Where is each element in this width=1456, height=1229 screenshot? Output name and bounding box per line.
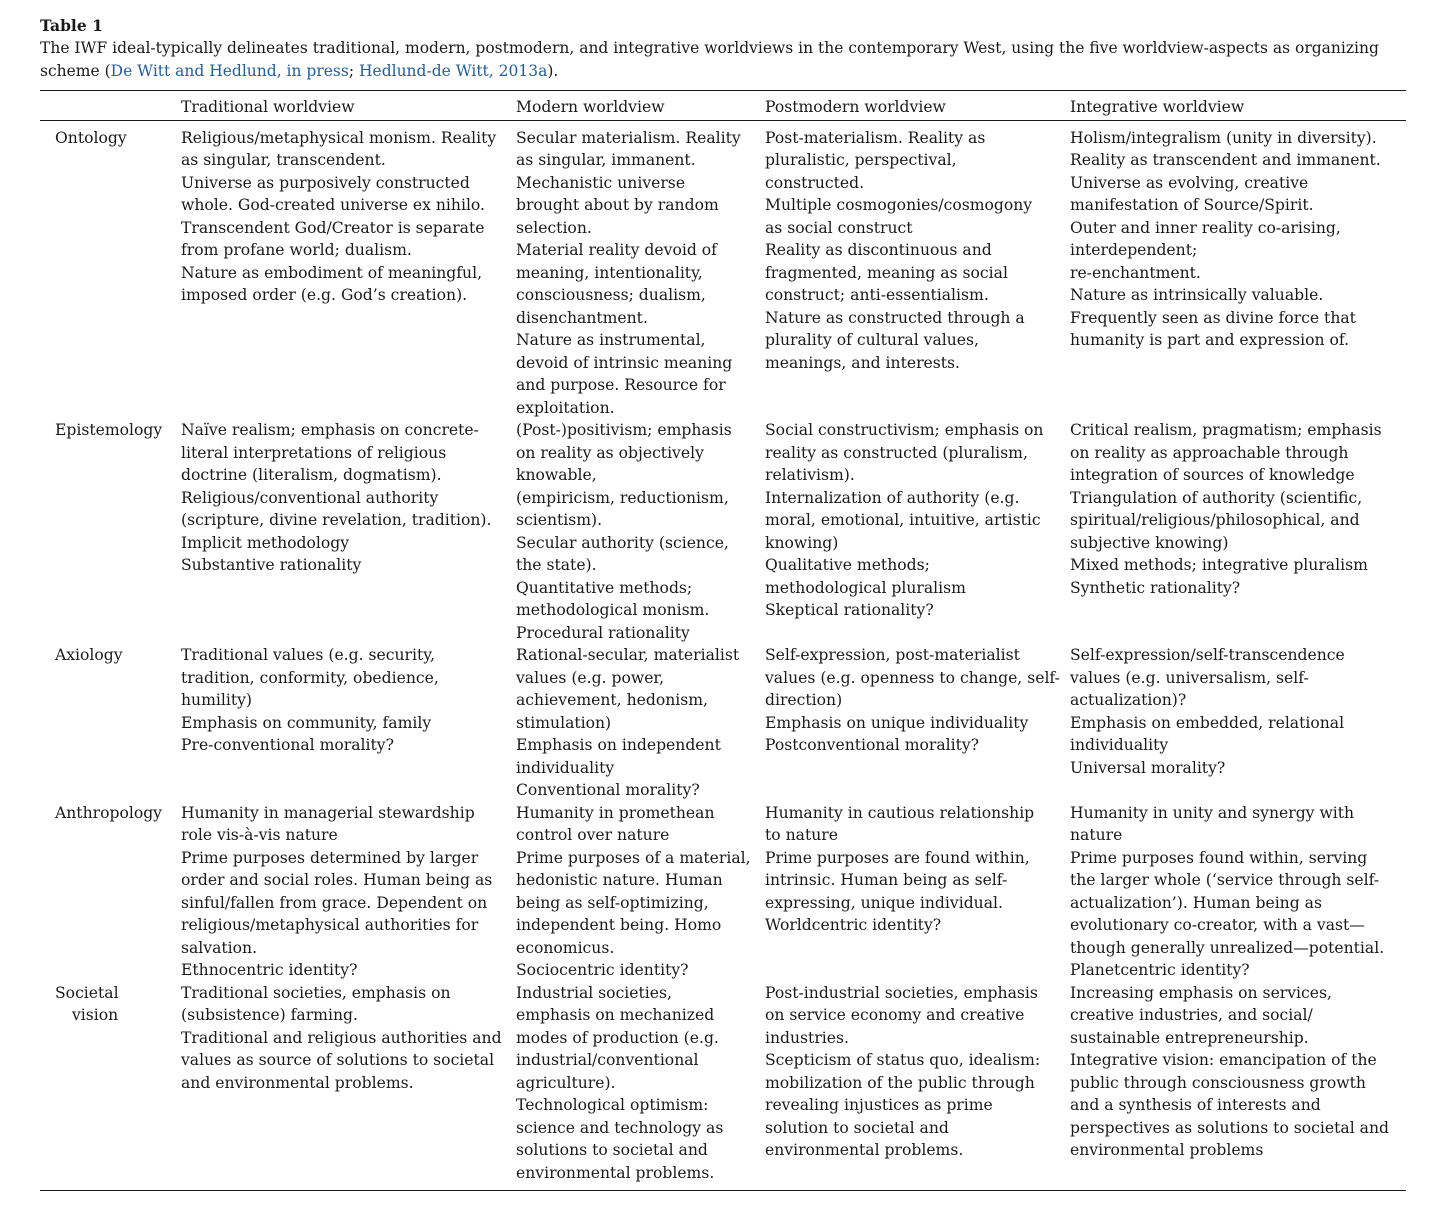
cell-text-line: Critical realism, pragmatism; emphasis bbox=[1070, 421, 1382, 439]
cell-text-line: Reality as discontinuous and bbox=[765, 241, 992, 259]
cell-modern bbox=[516, 644, 765, 802]
cell-text-line: and purpose. Resource for bbox=[516, 376, 726, 394]
cell-text-line: knowing) bbox=[765, 533, 839, 552]
cell-text-line: sustainable entrepreneurship. bbox=[1070, 1028, 1309, 1047]
cell-text-line: emphasis on mechanized bbox=[516, 1006, 715, 1024]
cell-text-line: Religious/metaphysical monism. Reality bbox=[181, 128, 497, 147]
caption-line-2 bbox=[40, 60, 1406, 83]
cell-text-line: doctrine (literalism, dogmatism). bbox=[181, 466, 442, 484]
cell-text-line: hedonistic nature. Human bbox=[516, 871, 723, 889]
cell-text-line: Multiple cosmogonies/cosmogony bbox=[765, 196, 1033, 214]
cell-text-line: fragmented, meaning as social bbox=[765, 263, 1008, 282]
cell-modern bbox=[516, 120, 765, 419]
worldviews-table bbox=[40, 91, 1406, 1190]
cell-text-line: construct; anti-essentialism. bbox=[765, 286, 989, 304]
cell-text-line: economicus. bbox=[516, 938, 615, 957]
cell-postmodern bbox=[765, 419, 1070, 644]
cell-text-line: as singular, immanent. bbox=[516, 151, 696, 169]
cell-integrative bbox=[1070, 802, 1406, 982]
cell-text-line: salvation. bbox=[181, 938, 258, 957]
cell-text-line: independent being. Homo bbox=[516, 916, 722, 934]
cell-text-line: Integrative vision: emancipation of the bbox=[1070, 1051, 1377, 1069]
cell-text-line: Material reality devoid of bbox=[516, 241, 717, 259]
cell-text-line: Social constructivism; emphasis on bbox=[765, 421, 1044, 439]
cell-text-line: Frequently seen as divine force that bbox=[1070, 308, 1356, 327]
cell-text-line: as social construct bbox=[765, 218, 913, 237]
cell-text-line: selection. bbox=[516, 218, 592, 237]
cell-text-line: solutions to societal and bbox=[516, 1141, 708, 1159]
cell-text-line: from profane world; dualism. bbox=[181, 241, 412, 259]
row-aspect-cell bbox=[40, 419, 181, 644]
cell-text-line: whole. God-created universe ex nihilo. bbox=[181, 196, 486, 214]
cell-traditional bbox=[181, 802, 516, 982]
cell-text-line: Religious/conventional authority bbox=[181, 488, 439, 507]
cell-modern bbox=[516, 419, 765, 644]
cell-text-line: Nature as embodiment of meaningful, bbox=[181, 263, 483, 282]
cell-text-line: individuality bbox=[1070, 736, 1169, 754]
cell-text-line: brought about by random bbox=[516, 196, 719, 214]
cell-text-line: order and social roles. Human being as bbox=[181, 871, 493, 889]
cell-text-line: Worldcentric identity? bbox=[765, 916, 942, 934]
cell-text-line: actualization)? bbox=[1070, 691, 1187, 709]
cell-text-line: Triangulation of authority (scientific, bbox=[1070, 488, 1363, 507]
cell-text-line: consciousness; dualism, bbox=[516, 286, 706, 304]
cell-text-line: Secular authority (science, bbox=[516, 533, 729, 552]
cell-text-line: literal interpretations of religious bbox=[181, 443, 447, 462]
header-cell-traditional: Traditional worldview bbox=[181, 91, 516, 120]
table-row bbox=[40, 120, 1406, 419]
cell-text-line: plurality of cultural values, bbox=[765, 331, 979, 349]
cell-text-line: values (e.g. power, bbox=[516, 668, 665, 687]
cell-text-line: Outer and inner reality co-arising, bbox=[1070, 218, 1341, 237]
cell-integrative bbox=[1070, 120, 1406, 419]
cell-text-line: Quantitative methods; bbox=[516, 578, 693, 597]
cell-text-line: Humanity in unity and synergy with bbox=[1070, 803, 1355, 822]
cell-text-line: Universal morality? bbox=[1070, 758, 1226, 777]
cell-text-line: moral, emotional, intuitive, artistic bbox=[765, 511, 1041, 529]
cell-text-line: on reality as approachable through bbox=[1070, 443, 1349, 462]
header-cell-integrative: Integrative worldview bbox=[1070, 91, 1406, 120]
cell-text-line: to nature bbox=[765, 826, 838, 844]
cell-text-line: values (e.g. universalism, self- bbox=[1070, 668, 1309, 687]
cell-text-line: humanity is part and expression of. bbox=[1070, 331, 1350, 349]
cell-text-line: Emphasis on embedded, relational bbox=[1070, 713, 1345, 732]
cell-text-line: pluralistic, perspectival, bbox=[765, 151, 957, 169]
cell-text-line: nature bbox=[1070, 826, 1123, 844]
cell-text-line: methodological pluralism bbox=[765, 578, 966, 597]
cell-text-line: Universe as evolving, creative bbox=[1070, 173, 1309, 192]
row-aspect-cell bbox=[40, 802, 181, 982]
cell-text-line: Conventional morality? bbox=[516, 781, 700, 799]
cell-text-line: environmental problems. bbox=[765, 1141, 964, 1159]
cell-text-line: integration of sources of knowledge bbox=[1070, 466, 1355, 484]
cell-text-line: spiritual/religious/philosophical, and bbox=[1070, 511, 1360, 529]
cell-text-line: relativism). bbox=[765, 466, 855, 484]
cell-postmodern bbox=[765, 982, 1070, 1191]
row-aspect-cell bbox=[40, 982, 181, 1191]
cell-text-line: knowable, bbox=[516, 466, 597, 484]
cell-text-line: (subsistence) farming. bbox=[181, 1006, 358, 1024]
cell-text-line: subjective knowing) bbox=[1070, 533, 1229, 552]
cell-text-line: Holism/integralism (unity in diversity). bbox=[1070, 128, 1377, 147]
cell-text-line: meaning, intentionality, bbox=[516, 263, 703, 282]
cell-text-line: sinful/fallen from grace. Dependent on bbox=[181, 893, 488, 912]
cell-text-line: intrinsic. Human being as self- bbox=[765, 871, 1008, 889]
header-cell-modern: Modern worldview bbox=[516, 91, 765, 120]
cell-text-line: Internalization of authority (e.g. bbox=[765, 488, 1020, 507]
cell-text-line: public through consciousness growth bbox=[1070, 1073, 1366, 1092]
cell-text-line: Ethnocentric identity? bbox=[181, 961, 358, 979]
cell-text-line: environmental problems bbox=[1070, 1141, 1264, 1159]
cell-text-line: Sociocentric identity? bbox=[516, 961, 689, 979]
cell-text-line: the larger whole (‘service through self- bbox=[1070, 871, 1380, 889]
cell-text-line: humility) bbox=[181, 691, 252, 709]
cell-text-line: Qualitative methods; bbox=[765, 556, 930, 574]
cell-integrative bbox=[1070, 644, 1406, 802]
cell-text-line: Reality as transcendent and immanent. bbox=[1070, 151, 1381, 169]
cell-text-line: agriculture). bbox=[516, 1073, 616, 1092]
cell-text-line: imposed order (e.g. God’s creation). bbox=[181, 286, 468, 304]
cell-text-line: mobilization of the public through bbox=[765, 1073, 1035, 1092]
cell-text-line: creative industries, and social/ bbox=[1070, 1006, 1313, 1024]
cell-text-line: Nature as instrumental, bbox=[516, 331, 706, 349]
cell-traditional bbox=[181, 644, 516, 802]
cell-text-line: Skeptical rationality? bbox=[765, 601, 934, 619]
cell-text-line: industrial/conventional bbox=[516, 1051, 699, 1069]
cell-text-line: Scepticism of status quo, idealism: bbox=[765, 1051, 1041, 1069]
cell-text-line: on reality as objectively bbox=[516, 443, 704, 462]
bottom-rule bbox=[40, 1190, 1406, 1191]
cell-text-line: Increasing emphasis on services, bbox=[1070, 983, 1332, 1002]
cell-text-line: on service economy and creative bbox=[765, 1006, 1025, 1024]
cell-text-line: Prime purposes found within, serving bbox=[1070, 848, 1368, 867]
cell-text-line: Emphasis on unique individuality bbox=[765, 713, 1029, 732]
cell-text-line: values as source of solutions to societal bbox=[181, 1051, 495, 1069]
cell-text-line: Postconventional morality? bbox=[765, 736, 980, 754]
cell-text-line: the state). bbox=[516, 556, 597, 574]
cell-text-line: (scripture, divine revelation, tradition). bbox=[181, 511, 492, 529]
cell-text-line: individuality bbox=[516, 758, 615, 777]
cell-text-line: tradition, conformity, obedience, bbox=[181, 668, 439, 687]
cell-text-line: Nature as constructed through a bbox=[765, 308, 1025, 327]
aspect-label: Anthropology bbox=[55, 803, 162, 822]
row-aspect-cell bbox=[40, 120, 181, 419]
table-row bbox=[40, 419, 1406, 644]
cell-text-line: Universe as purposively constructed bbox=[181, 173, 470, 192]
cell-text-line: Procedural rationality bbox=[516, 623, 690, 642]
cell-postmodern bbox=[765, 644, 1070, 802]
cell-postmodern bbox=[765, 802, 1070, 982]
cell-modern bbox=[516, 982, 765, 1191]
cell-text-line: Emphasis on community, family bbox=[181, 713, 432, 732]
cell-text-line: Traditional values (e.g. security, bbox=[181, 646, 435, 664]
table-caption bbox=[40, 37, 1406, 82]
cell-text-line: Humanity in cautious relationship bbox=[765, 803, 1035, 822]
cell-text-line: manifestation of Source/Spirit. bbox=[1070, 196, 1314, 214]
cell-text-line: Industrial societies, bbox=[516, 983, 672, 1002]
cell-text-line: Post-industrial societies, emphasis bbox=[765, 983, 1038, 1002]
header-cell-aspect bbox=[40, 91, 181, 120]
table-row bbox=[40, 982, 1406, 1191]
cell-text-line: Emphasis on independent bbox=[516, 736, 721, 754]
cell-text-line: devoid of intrinsic meaning bbox=[516, 353, 733, 372]
cell-text-line: Traditional societies, emphasis on bbox=[181, 983, 451, 1002]
cell-text-line: revealing injustices as prime bbox=[765, 1096, 993, 1114]
caption-separator: ; bbox=[348, 61, 359, 80]
aspect-label: Societal bbox=[55, 983, 119, 1002]
aspect-label: Epistemology bbox=[55, 421, 163, 439]
cell-text-line: interdependent; bbox=[1070, 241, 1198, 259]
cell-text-line: industries. bbox=[765, 1028, 849, 1047]
cell-text-line: Post-materialism. Reality as bbox=[765, 128, 986, 147]
cell-text-line: though generally unrealized—potential. bbox=[1070, 938, 1385, 957]
cell-text-line: perspectives as solutions to societal and bbox=[1070, 1118, 1389, 1137]
cell-text-line: Rational-secular, materialist bbox=[516, 646, 740, 664]
cell-text-line: environmental problems. bbox=[516, 1163, 715, 1182]
cell-text-line: exploitation. bbox=[516, 398, 615, 417]
cell-text-line: Prime purposes are found within, bbox=[765, 848, 1030, 867]
caption-line-1: The IWF ideal-typically delineates traditional, modern, postmodern, and integrative worldviews in the contemporary West, using the five worldview-aspects as organizing bbox=[40, 39, 1379, 57]
header-row bbox=[40, 91, 1406, 120]
cell-traditional bbox=[181, 982, 516, 1191]
cell-text-line: Planetcentric identity? bbox=[1070, 961, 1250, 979]
reference-link-1[interactable]: De Witt and Hedlund, in press bbox=[110, 61, 349, 80]
cell-text-line: actualization’). Human being as bbox=[1070, 893, 1322, 912]
cell-text-line: meanings, and interests. bbox=[765, 353, 960, 372]
cell-text-line: and environmental problems. bbox=[181, 1073, 414, 1092]
cell-integrative bbox=[1070, 419, 1406, 644]
cell-text-line: scientism). bbox=[516, 511, 603, 529]
cell-text-line: values (e.g. openness to change, self- bbox=[765, 668, 1060, 687]
cell-integrative bbox=[1070, 982, 1406, 1191]
cell-text-line: (empiricism, reductionism, bbox=[516, 488, 729, 507]
table-label: Table 1 bbox=[40, 16, 103, 35]
cell-text-line: methodological monism. bbox=[516, 601, 710, 619]
table-figure bbox=[40, 15, 1406, 1191]
cell-text-line: modes of production (e.g. bbox=[516, 1028, 719, 1047]
caption-suffix: ). bbox=[547, 61, 559, 80]
cell-text-line: Prime purposes determined by larger bbox=[181, 848, 479, 867]
cell-traditional bbox=[181, 120, 516, 419]
cell-postmodern bbox=[765, 120, 1070, 419]
cell-modern bbox=[516, 802, 765, 982]
cell-text-line: Traditional and religious authorities and bbox=[181, 1028, 502, 1047]
cell-text-line: Self-expression/self-transcendence bbox=[1070, 646, 1345, 664]
cell-text-line: science and technology as bbox=[516, 1118, 724, 1137]
aspect-label: Ontology bbox=[55, 128, 127, 147]
cell-text-line: control over nature bbox=[516, 826, 670, 844]
table-row bbox=[40, 802, 1406, 982]
cell-text-line: Substantive rationality bbox=[181, 556, 362, 574]
cell-text-line: Mechanistic universe bbox=[516, 173, 686, 192]
cell-text-line: Synthetic rationality? bbox=[1070, 578, 1241, 597]
cell-text-line: Mixed methods; integrative pluralism bbox=[1070, 556, 1368, 574]
cell-text-line: disenchantment. bbox=[516, 308, 648, 327]
cell-text-line: solution to societal and bbox=[765, 1118, 949, 1137]
cell-text-line: and a synthesis of interests and bbox=[1070, 1096, 1321, 1114]
table-body bbox=[40, 120, 1406, 1190]
cell-text-line: religious/metaphysical authorities for bbox=[181, 916, 479, 934]
header-cell-postmodern: Postmodern worldview bbox=[765, 91, 1070, 120]
cell-text-line: re-enchantment. bbox=[1070, 263, 1201, 282]
cell-text-line: achievement, hedonism, bbox=[516, 691, 708, 709]
cell-traditional bbox=[181, 419, 516, 644]
cell-text-line: Self-expression, post-materialist bbox=[765, 646, 1020, 664]
cell-text-line: Humanity in managerial stewardship bbox=[181, 803, 475, 822]
aspect-label: Axiology bbox=[55, 646, 123, 664]
cell-text-line: reality as constructed (pluralism, bbox=[765, 443, 1028, 462]
cell-text-line: Pre-conventional morality? bbox=[181, 736, 394, 754]
cell-text-line: evolutionary co-creator, with a vast— bbox=[1070, 916, 1365, 934]
cell-text-line: Prime purposes of a material, bbox=[516, 848, 751, 867]
reference-link-2[interactable]: Hedlund-de Witt, 2013a bbox=[359, 61, 548, 80]
table-row bbox=[40, 644, 1406, 802]
cell-text-line: role vis-à-vis nature bbox=[181, 826, 338, 844]
cell-text-line: stimulation) bbox=[516, 713, 612, 732]
cell-text-line: as singular, transcendent. bbox=[181, 151, 386, 169]
cell-text-line: direction) bbox=[765, 691, 843, 709]
cell-text-line: Humanity in promethean bbox=[516, 803, 715, 822]
cell-text-line: Technological optimism: bbox=[516, 1096, 709, 1114]
cell-text-line: constructed. bbox=[765, 173, 865, 192]
aspect-label: vision bbox=[72, 1006, 119, 1024]
cell-text-line: Secular materialism. Reality bbox=[516, 128, 741, 147]
cell-text-line: being as self-optimizing, bbox=[516, 893, 709, 912]
cell-text-line: (Post-)positivism; emphasis bbox=[516, 421, 732, 439]
row-aspect-cell bbox=[40, 644, 181, 802]
caption-prefix: scheme ( bbox=[40, 61, 111, 80]
cell-text-line: expressing, unique individual. bbox=[765, 893, 1003, 912]
cell-text-line: Transcendent God/Creator is separate bbox=[181, 218, 485, 237]
cell-text-line: Implicit methodology bbox=[181, 533, 350, 552]
cell-text-line: Nature as intrinsically valuable. bbox=[1070, 286, 1324, 304]
cell-text-line: Naïve realism; emphasis on concrete- bbox=[181, 421, 479, 439]
